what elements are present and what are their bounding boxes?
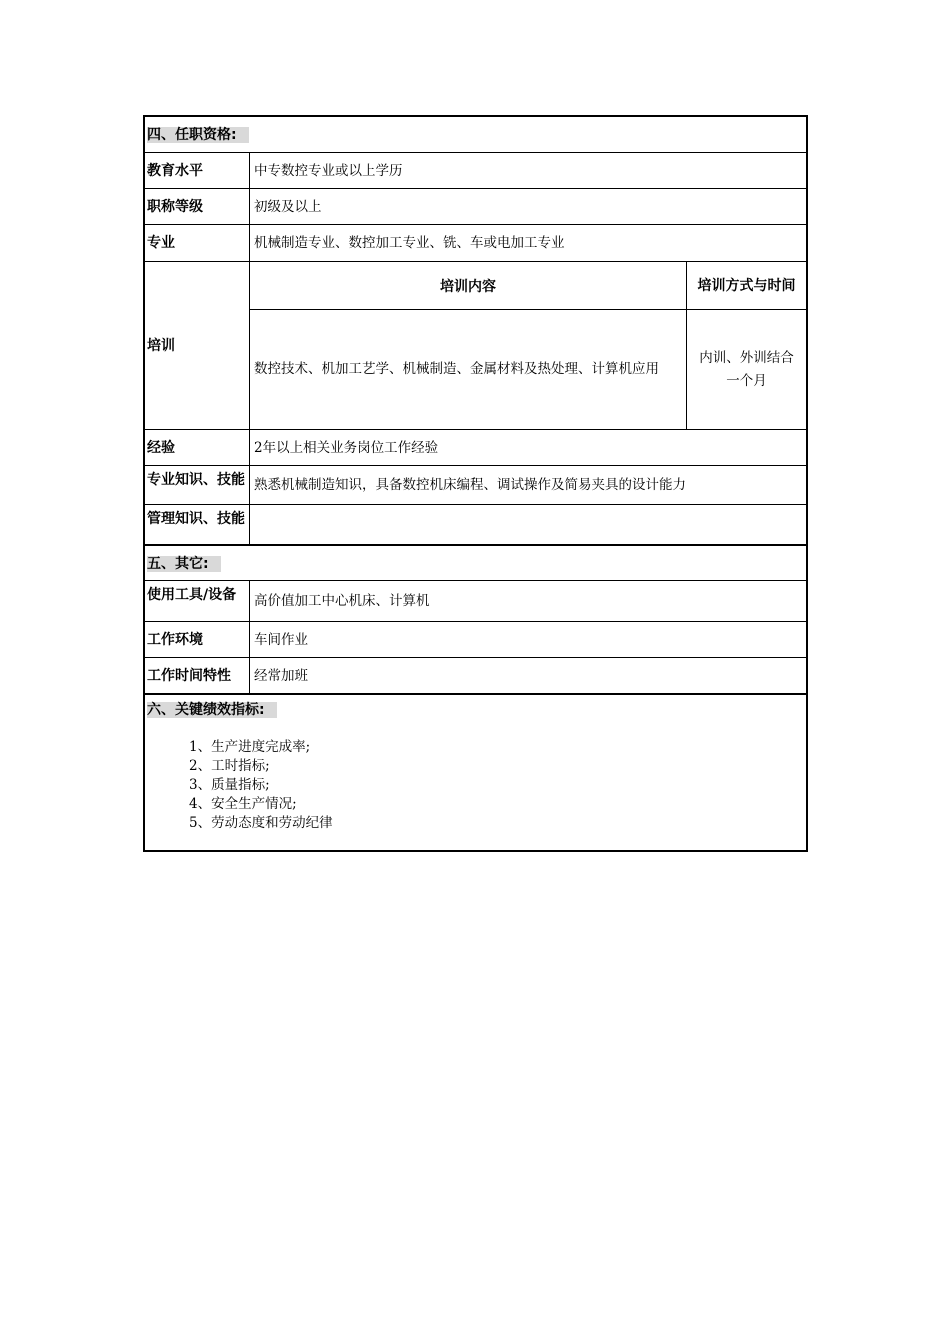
training-content-header: 培训内容: [250, 262, 687, 309]
work-time-row: [145, 658, 806, 695]
training-method-header: 培训方式与时间: [697, 277, 796, 294]
section5-title: 五、其它:: [145, 546, 224, 580]
kpi-item: 1、生产进度完成率;: [189, 739, 311, 755]
management-skills-row: [145, 505, 806, 546]
section6-block: [145, 695, 806, 850]
training-header-row: [250, 262, 806, 310]
title-level-row: [145, 189, 806, 225]
tools-label: 使用工具/设备: [145, 581, 250, 621]
work-time-value: 经常加班: [254, 667, 308, 684]
title-level-label: 职称等级: [145, 189, 250, 224]
management-skills-value: [250, 505, 806, 544]
training-body-row: [250, 310, 806, 429]
kpi-item: 5、劳动态度和劳动纪律: [189, 815, 333, 831]
section5-header-row: [145, 546, 806, 581]
job-description-table: [143, 115, 808, 852]
section6-title: 六、关键绩效指标:: [145, 695, 806, 719]
professional-skills-label: 专业知识、技能: [145, 466, 250, 504]
training-grid: [250, 262, 806, 429]
professional-skills-row: [145, 466, 806, 505]
experience-row: [145, 430, 806, 466]
major-value: 机械制造专业、数控加工专业、铣、车或电加工专业: [254, 235, 565, 251]
kpi-item: 3、质量指标;: [189, 777, 270, 793]
kpi-item: 2、工时指标;: [189, 758, 270, 774]
environment-value: 车间作业: [254, 631, 308, 648]
education-label: 教育水平: [145, 153, 250, 188]
tools-row: [145, 581, 806, 622]
kpi-item: 4、安全生产情况;: [189, 796, 297, 812]
major-row: [145, 225, 806, 262]
title-level-value: 初级及以上: [254, 198, 322, 215]
professional-skills-value: 熟悉机械制造知识，具备数控机床编程、调试操作及简易夹具的设计能力: [254, 477, 686, 493]
training-method: 内训、外训结合一个月: [699, 349, 794, 389]
experience-label: 经验: [145, 430, 250, 465]
training-label: 培训: [145, 262, 250, 429]
environment-label: 工作环境: [145, 622, 250, 657]
management-skills-label: 管理知识、技能: [145, 505, 250, 544]
training-row: [145, 262, 806, 430]
major-label: 专业: [145, 225, 250, 261]
environment-row: [145, 622, 806, 658]
education-row: [145, 153, 806, 189]
experience-value: 2年以上相关业务岗位工作经验: [254, 439, 439, 456]
section4-header-row: [145, 117, 806, 153]
kpi-list: [145, 738, 806, 833]
tools-value: 高价值加工中心机床、计算机: [254, 593, 430, 609]
training-content: 数控技术、机加工艺学、机械制造、金属材料及热处理、计算机应用: [250, 310, 687, 429]
section4-title: 四、任职资格:: [145, 117, 252, 152]
education-value: 中专数控专业或以上学历: [254, 162, 403, 179]
work-time-label: 工作时间特性: [145, 658, 250, 693]
